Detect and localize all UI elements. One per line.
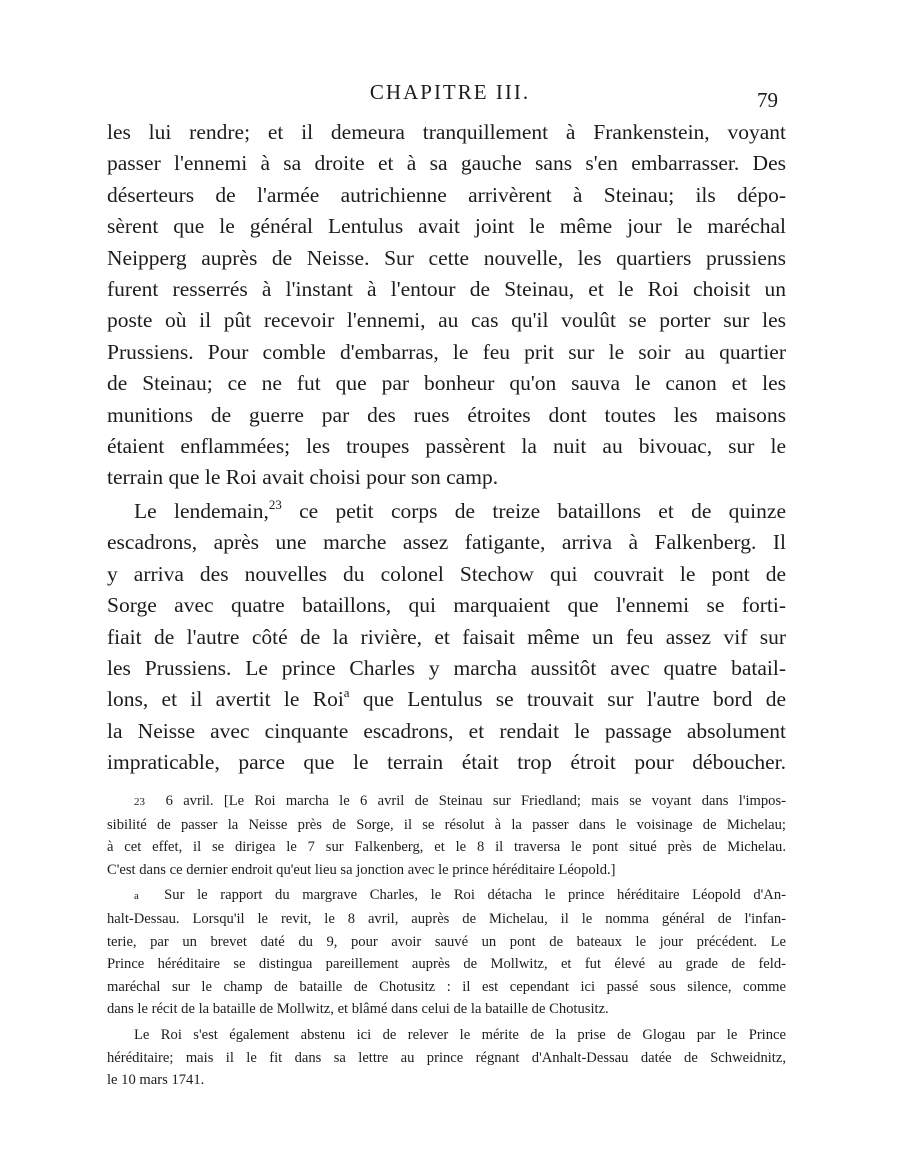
footnote-line: le 10 mars 1741.: [107, 1072, 205, 1089]
main-text: [107, 117, 786, 779]
text-line: les Prussiens. Le prince Charles y marcha aussitôt avec quatre batail-: [107, 655, 786, 680]
page-number: 79: [757, 88, 778, 112]
footnote-continuation: [107, 1024, 786, 1092]
text-line: Sorge avec quatre bataillons, qui marquaient que l'ennemi se forti-: [107, 593, 786, 618]
footnote-mark: a: [134, 890, 139, 903]
footnote-line: Prince héréditaire se distingua pareillement auprès de Mollwitz, et fut élevé au grade de feld-: [107, 956, 786, 973]
text-segment: Sur le rapport du margrave Charles, le Roi détacha le prince héréditaire Léopold d'An-: [164, 887, 786, 904]
footnote-line: halt-Dessau. Lorsqu'il le revit, le 8 avril, auprès de Michelau, il le nomma général de l'infan-: [107, 910, 786, 927]
text-line: étaient enflammées; les troupes passèrent la nuit au bivouac, sur le: [107, 434, 786, 459]
text-line: munitions de guerre par des rues étroites dont toutes les maisons: [107, 402, 786, 427]
text-line: Neipperg auprès de Neisse. Sur cette nouvelle, les quartiers prussiens: [107, 245, 786, 270]
footnote-line: C'est dans ce dernier endroit qu'eut lieu sa jonction avec le prince héréditaire Léopold.]: [107, 861, 616, 878]
text-line: sèrent que le général Lentulus avait joint le même jour le maréchal: [107, 214, 786, 239]
text-line: déserteurs de l'armée autrichienne arrivèrent à Steinau; ils dépo-: [107, 182, 786, 207]
footnote-line: sibilité de passer la Neisse près de Sorge, il se résolut à la passer dans le voisinage de Michelau;: [107, 816, 786, 833]
text-segment: ce petit corps de treize bataillons et de quinze: [281, 498, 786, 523]
text-line: poste où il pût recevoir l'ennemi, au cas qu'il voulût se porter sur les: [107, 308, 786, 333]
text-line: [107, 496, 786, 527]
footnote-mark: 23: [134, 796, 145, 808]
text-segment: 6 avril. [Le Roi marcha le 6 avril de Steinau sur Friedland; mais se voyant dans l'impos-: [165, 793, 786, 809]
footnote-line: maréchal sur le champ de bataille de Chotusitz : il est cependant ici passé sous silence, comme: [107, 978, 786, 995]
text-line: y arriva des nouvelles du colonel Stechow qui couvrait le pont de: [107, 561, 786, 586]
footnote-a: [107, 884, 786, 1021]
text-line: les lui rendre; et il demeura tranquillement à Frankenstein, voyant: [107, 120, 786, 144]
text-line: escadrons, après une marche assez fatigante, arriva à Falkenberg. Il: [107, 530, 786, 555]
paragraph-2: [107, 496, 786, 779]
chapter-title: CHAPITRE III.: [369, 80, 531, 104]
page-header: [0, 80, 900, 120]
text-line: Prussiens. Pour comble d'embarras, le feu prit sur le soir au quartier: [107, 339, 786, 364]
text-line: furent resserrés à l'instant à l'entour de Steinau, et le Roi choisit un: [107, 277, 786, 302]
footnote-line: [107, 884, 786, 908]
footnotes: [107, 790, 786, 1095]
text-line: de Steinau; ce ne fut que par bonheur qu'on sauva le canon et les: [107, 371, 786, 396]
text-segment: Le lendemain,: [134, 498, 269, 523]
text-line: passer l'ennemi à sa droite et à sa gauche sans s'en embarrasser. Des: [107, 151, 786, 176]
text-segment: que Lentulus se trouvait sur l'autre bord de: [349, 687, 786, 712]
footnote-line: terie, par un brevet daté du 9, pour avoir sauvé un pont de bateaux le jour précédent. Le: [107, 933, 786, 950]
paragraph-1: [107, 117, 786, 494]
text-line: la Neisse avec cinquante escadrons, et rendait le passage absolument: [107, 718, 786, 743]
text-line: terrain que le Roi avait choisi pour son camp.: [107, 465, 499, 490]
text-line: fiait de l'autre côté de la rivière, et faisait même un feu assez vif sur: [107, 624, 786, 649]
footnote-line: à cet effet, il se dirigea le 7 sur Falkenberg, et le 8 il traversa le pont situé près de Michelau.: [107, 839, 786, 856]
footnote-line: héréditaire; mais il le fit dans sa lettre au prince régnant d'Anhalt-Dessau datée de Schweidnitz,: [107, 1049, 786, 1066]
footnote-23: [107, 790, 786, 881]
footnote-line: [107, 790, 786, 814]
text-line: impraticable, parce que le terrain était trop étroit pour déboucher.: [107, 750, 786, 775]
text-segment: lons, et il avertit le Roi: [107, 687, 344, 712]
footnote-ref-23: 23: [268, 497, 282, 512]
text-line: [107, 684, 786, 715]
footnote-ref-a: a: [343, 686, 350, 701]
footnote-line: Le Roi s'est également abstenu ici de relever le mérite de la prise de Glogau par le Prince: [134, 1026, 786, 1043]
footnote-line: dans le récit de la bataille de Mollwitz, et blâmé dans celui de la bataille de Chotusitz.: [107, 1001, 609, 1018]
